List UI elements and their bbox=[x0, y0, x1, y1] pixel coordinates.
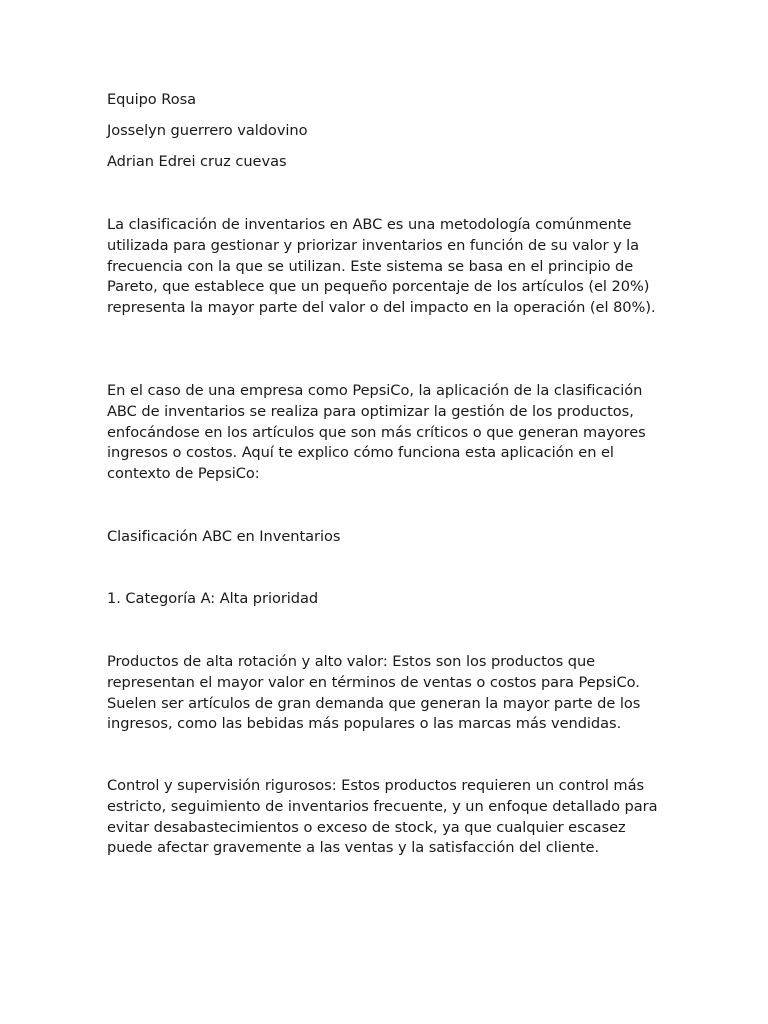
paragraph-abc-definition: La clasificación de inventarios en ABC es una metodología comúnmente utilizada para gestionar y priorizar inventarios en función de su valor y la frecuencia con la que se utilizan. Este sistema se basa en el principio de Pareto, que establece que un pequeño porcentaje de los artículos (el 20%) representa la mayor parte del valor o del impacto en la operación (el 80%). bbox=[107, 216, 656, 317]
paragraph-pepsico-context: En el caso de una empresa como PepsiCo, la aplicación de la clasificación ABC de inventarios se realiza para optimizar la gestión de los productos, enfocándose en los artículos que son más críticos o que generan mayores ingresos o costos. Aquí te explico cómo funciona esta aplicación en el contexto de PepsiCo: bbox=[107, 382, 646, 483]
team-name: Equipo Rosa bbox=[107, 91, 197, 108]
author-name: Adrian Edrei cruz cuevas bbox=[107, 153, 287, 170]
paragraph-control-supervision: Control y supervisión rigurosos: Estos productos requieren un control más estricto, seguimiento de inventarios frecuente, y un enfoque detallado para evitar desabastecimientos o exceso de stock, ya que cualquier escasez puede afectar gravemente a las ventas y la satisfacción del cliente. bbox=[107, 777, 658, 857]
author-name: Josselyn guerrero valdovino bbox=[107, 122, 308, 139]
section-heading: Clasificación ABC en Inventarios bbox=[107, 528, 341, 545]
category-heading: 1. Categoría A: Alta prioridad bbox=[107, 590, 319, 607]
paragraph-high-rotation: Productos de alta rotación y alto valor: Estos son los productos que representan el mayor valor en términos de ventas o costos para PepsiCo. Suelen ser artículos de gran demanda que generan la mayor parte de los ingresos, como las bebidas más populares o las marcas más vendidas. bbox=[107, 653, 641, 733]
